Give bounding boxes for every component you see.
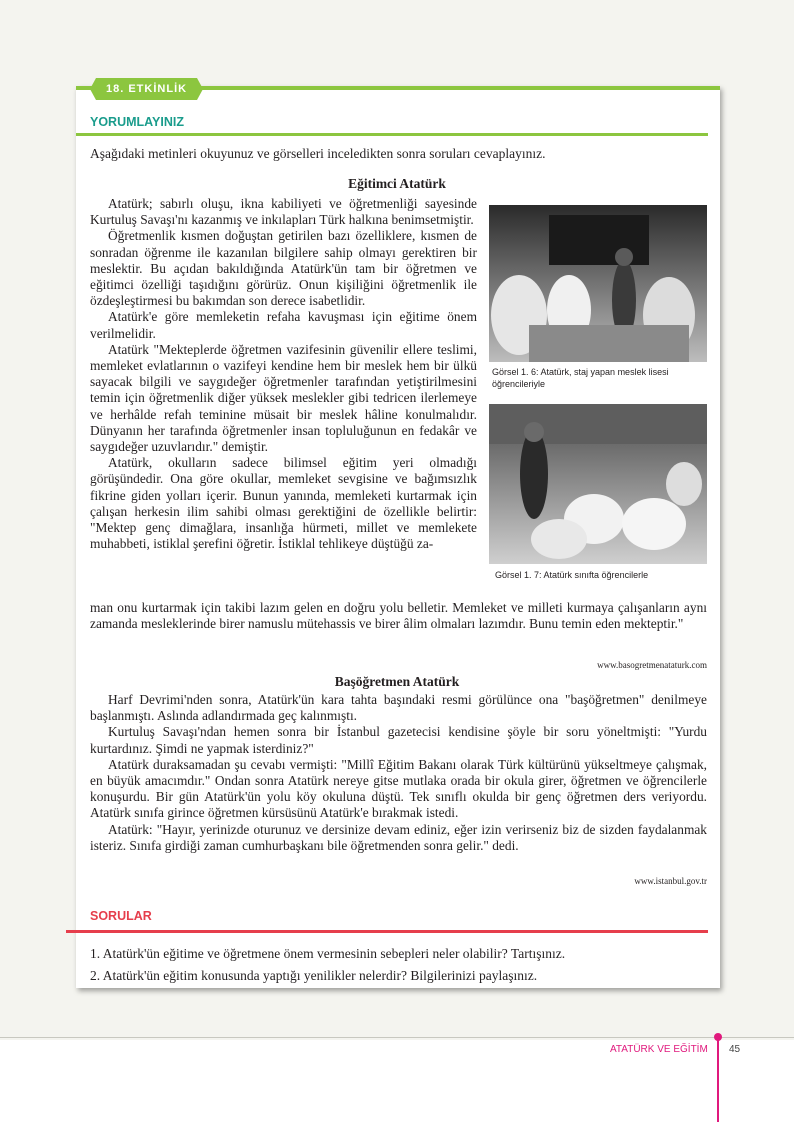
article1-title: Eğitimci Atatürk xyxy=(348,176,446,191)
photo2-caption: Görsel 1. 7: Atatürk sınıfta öğrencilerle xyxy=(495,570,649,580)
section-title-questions: SORULAR xyxy=(90,909,152,923)
article1-column xyxy=(90,196,477,552)
section-underline xyxy=(76,133,708,136)
page-number: 45 xyxy=(729,1044,741,1055)
article1-paragraph: Atatürk; sabırlı oluşu, ikna kabiliyeti ve öğretmenliği sayesinde Kurtuluş Savaşı'nı kazanmış ve inkılapları Türk halkına benimsetmiştir. xyxy=(90,196,477,228)
article1-paragraph-wide: man onu kurtarmak için takibi lazım gelen en doğru yolu belletir. Memleket ve milleti kurmaya çalışanların aynı zamanda mesleklerinde birer namuslu mütehassis ve birer âlim olmaları lazımdır. Bunu temin eden mekteptir." xyxy=(90,600,707,632)
article2-source: www.istanbul.gov.tr xyxy=(634,876,707,886)
question-1: 1. Atatürk'ün eğitime ve öğretmene önem vermesinin sebepleri neler olabilir? Tartışınız. xyxy=(90,946,566,961)
footer-pink-dot xyxy=(714,1033,722,1041)
photo-ataturk-classroom xyxy=(489,404,707,564)
article1-wide xyxy=(90,600,707,632)
article1-source: www.basogretmenataturk.com xyxy=(597,660,707,670)
article1-paragraph: Atatürk, okulların sadece bilimsel eğitim yeri olmadığı görüşündedir. Ona göre okullar, memleket sevgisine ve bağımsızlık fikrine giden yolları içerir. Bunun yanında, memleketi kurtarmak için çalışan herkesin ilim sahibi olması gerektiğini de özellikle belirtir: "Mektep genç dimağlara, insanlığa hürmeti, millet ve memlekete muhabbeti, istiklal şerefini öğretir. İstiklal tehlikeye düştüğü za- xyxy=(90,455,477,552)
footer-pink-line xyxy=(717,1038,719,1122)
intro-text: Aşağıdaki metinleri okuyunuz ve görselleri inceledikten sonra soruları cevaplayınız. xyxy=(90,146,546,161)
article2-paragraph: Atatürk duraksamadan şu cevabı vermişti: "Millî Eğitim Bakanı olarak Türk kültürünü yükseltmeye çalışmak, en büyük amacımdır." Ondan sonra Atatürk nereye gitse mutlaka orada bir okula girer, öğretmen ve öğrencilerle konuşurdu. Bir gün Atatürk'ün yolu köy okuluna düştü. Tek sınıflı okulda bir genç öğretmen ders veriyordu. Atatürk sınıfa girince öğretmen kürsüsünü Atatürk'e bırakmak istedi. xyxy=(90,756,707,821)
section-title-interpret: YORUMLAYINIZ xyxy=(90,115,184,129)
article2-title: Başöğretmen Atatürk xyxy=(334,674,460,689)
article1-paragraph: Öğretmenlik kısmen doğuştan getirilen bazı özelliklere, kısmen de sonradan öğrenme ile kazanılan bilgilere sahip olmayı gerektiren bir meslektir. Bu açıdan bakıldığında Atatürk'ün tam bir öğretmen ve eğitimci özelliği taşıdığını görürüz. Onun kişiliğini öğretmenlik ile özdeşleştirmesi bu bakımdan son derece isabetlidir. xyxy=(90,228,477,309)
question-2: 2. Atatürk'ün eğitim konusunda yaptığı yenilikler nelerdir? Bilgilerinizi paylaşınız. xyxy=(90,968,538,983)
article2-paragraph: Atatürk: "Hayır, yerinizde oturunuz ve dersinize devam ediniz, eğer izin verirseniz biz de sizden faydalanmak isteriz. Sınıfa girdiği zaman cumhurbaşkanı bile öğretmenden sonra gelir." dedi. xyxy=(90,821,707,853)
questions-underline xyxy=(66,930,708,933)
activity-tag: 18. ETKİNLİK xyxy=(96,78,197,100)
article2-paragraph: Harf Devrimi'nden sonra, Atatürk'ün kara tahta başındaki resmi görülünce ona "başöğretmen" denilmeye başlanmıştı. Aslında adlandırmada geç kalınmıştı. xyxy=(90,692,707,724)
photo-ataturk-students xyxy=(489,205,707,362)
page-divider xyxy=(0,1037,794,1038)
article2-body xyxy=(90,692,707,854)
footer-chapter-label: ATATÜRK VE EĞİTİM xyxy=(610,1044,708,1055)
article1-paragraph: Atatürk'e göre memleketin refaha kavuşması için eğitime önem verilmelidir. xyxy=(90,309,477,341)
photo1-caption: Görsel 1. 6: Atatürk, staj yapan meslek lisesi öğrencileriyle xyxy=(492,367,669,389)
article1-paragraph: Atatürk "Mekteplerde öğretmen vazifesinin güvenilir ellere teslimi, memleket evlatlarının o vazifeyi kendine hem bir meslek hem bir ülkü sayacak bilgili ve saygıdeğer öğretmenler tarafından yetiştirilmesini temin için öğretmenlik diğer yüksek meslekler gibi tedricen ilerlemeye ve herhâlde refah teminine müsait bir meslek hâline konulmalıdır. Dünyanın her tarafında öğretmenler insan topluluğunun en fedakâr ve saygıdeğer uzuvlarıdır." demiştir. xyxy=(90,341,477,455)
article2-paragraph: Kurtuluş Savaşı'ndan hemen sonra bir İstanbul gazetecisi kendisine şöyle bir soru yöneltmişti: "Yurdu kurtardınız. Şimdi ne yapmak isterdiniz?" xyxy=(90,724,707,756)
